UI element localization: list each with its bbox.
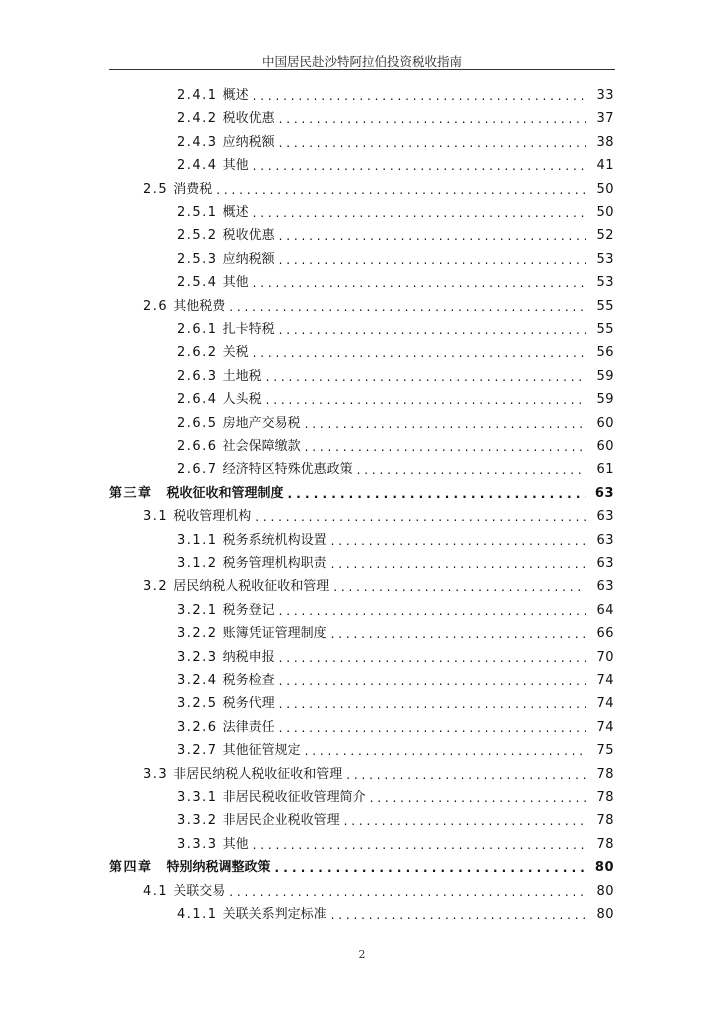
toc-entry-title: 应纳税额 xyxy=(222,134,275,150)
toc-leader-dots xyxy=(333,577,586,597)
toc-entry-title: 税收征收和管理制度 xyxy=(166,485,284,501)
toc-entry-number: 3.2.7 xyxy=(177,743,218,759)
toc-entry-number: 3.3 xyxy=(143,766,169,782)
toc-entry-page: 61 xyxy=(596,462,614,478)
toc-entry-title: 税务系统机构设置 xyxy=(222,532,327,548)
toc-entry-page: 59 xyxy=(596,368,614,384)
toc-entry-number: 2.4.2 xyxy=(177,111,218,127)
toc-leader-dots xyxy=(331,531,586,551)
toc-entry-number: 3.1 xyxy=(143,509,169,525)
toc-entry-page: 78 xyxy=(596,790,614,805)
toc-entry-page: 41 xyxy=(596,158,614,174)
header-divider xyxy=(109,69,615,70)
page-number: 2 xyxy=(358,948,366,961)
toc-leader-dots xyxy=(279,671,586,691)
toc-entry-page: 33 xyxy=(596,88,614,103)
toc-entry-page: 63 xyxy=(596,579,614,595)
toc-entry-number: 3.2.6 xyxy=(177,719,218,735)
toc-entry-number: 3.1.1 xyxy=(177,532,218,548)
toc-leader-dots xyxy=(279,226,586,246)
toc-entry[interactable] xyxy=(0,86,724,106)
toc-leader-dots xyxy=(266,390,586,410)
toc-entry[interactable] xyxy=(0,554,724,574)
toc-entry-title: 经济特区特殊优惠政策 xyxy=(222,462,353,478)
toc-entry-number: 2.6.7 xyxy=(177,462,218,478)
toc-entry-page: 74 xyxy=(596,719,614,735)
toc-leader-dots xyxy=(216,180,586,200)
toc-entry-title: 土地税 xyxy=(222,368,262,384)
toc-entry-number: 3.2.4 xyxy=(177,673,218,688)
toc-entry[interactable] xyxy=(0,484,724,504)
toc-entry-title: 关税 xyxy=(222,345,249,361)
toc-leader-dots xyxy=(344,811,586,831)
toc-entry[interactable] xyxy=(0,648,724,668)
toc-entry-page: 60 xyxy=(596,415,614,431)
toc-entry-number: 2.6.6 xyxy=(177,439,218,454)
toc-entry[interactable] xyxy=(0,507,724,527)
toc-entry[interactable] xyxy=(0,765,724,785)
toc-entry-title: 概述 xyxy=(222,205,249,220)
toc-entry-page: 70 xyxy=(596,649,614,665)
toc-entry-page: 53 xyxy=(596,275,614,291)
toc-entry-title: 概述 xyxy=(222,88,249,103)
toc-entry[interactable] xyxy=(0,297,724,317)
toc-entry-title: 税务管理机构职责 xyxy=(222,556,327,571)
toc-entry-number: 第三章 xyxy=(109,485,153,501)
toc-entry-title: 人头税 xyxy=(222,392,262,408)
toc-entry[interactable] xyxy=(0,718,724,738)
toc-leader-dots xyxy=(279,648,586,668)
toc-entry-title: 税收优惠 xyxy=(222,111,275,127)
toc-entry-title: 应纳税额 xyxy=(222,251,275,267)
toc-entry-page: 60 xyxy=(596,439,614,454)
toc-entry-page: 63 xyxy=(596,532,614,548)
toc-entry-number: 3.3.2 xyxy=(177,813,218,829)
toc-entry-page: 63 xyxy=(596,556,614,571)
toc-leader-dots xyxy=(305,437,586,457)
toc-entry-number: 3.1.2 xyxy=(177,556,218,571)
toc-entry-page: 53 xyxy=(596,251,614,267)
toc-leader-dots xyxy=(279,133,586,153)
toc-leader-dots xyxy=(288,484,586,504)
toc-entry[interactable] xyxy=(0,250,724,270)
toc-entry[interactable] xyxy=(0,624,724,644)
toc-entry-page: 55 xyxy=(596,298,614,314)
toc-leader-dots xyxy=(253,835,586,855)
toc-leader-dots xyxy=(331,554,586,574)
toc-entry-number: 2.4.3 xyxy=(177,134,218,150)
toc-entry[interactable] xyxy=(0,858,724,878)
toc-leader-dots xyxy=(253,86,586,106)
toc-entry-page: 59 xyxy=(596,392,614,408)
toc-entry[interactable] xyxy=(0,226,724,246)
toc-entry-page: 78 xyxy=(596,813,614,829)
toc-entry-page: 66 xyxy=(596,626,614,642)
toc-entry-title: 其他税费 xyxy=(173,298,226,314)
document-title: 中国居民赴沙特阿拉伯投资税收指南 xyxy=(261,54,462,69)
toc-leader-dots xyxy=(346,765,586,785)
toc-leader-dots xyxy=(279,694,586,714)
toc-entry[interactable] xyxy=(0,835,724,855)
toc-entry-number: 2.5 xyxy=(143,181,169,197)
toc-leader-dots xyxy=(331,624,586,644)
toc-leader-dots xyxy=(255,507,586,527)
toc-entry[interactable] xyxy=(0,414,724,434)
toc-leader-dots xyxy=(279,718,586,738)
toc-entry-number: 3.2.5 xyxy=(177,696,218,712)
toc-leader-dots xyxy=(253,273,586,293)
toc-entry-number: 2.5.1 xyxy=(177,205,218,220)
toc-entry[interactable] xyxy=(0,577,724,597)
toc-entry[interactable] xyxy=(0,671,724,691)
toc-entry[interactable] xyxy=(0,156,724,176)
toc-entry-page: 50 xyxy=(596,205,614,220)
toc-entry-number: 2.6.1 xyxy=(177,322,218,337)
toc-entry-page: 80 xyxy=(594,860,614,876)
toc-entry[interactable] xyxy=(0,882,724,902)
toc-entry[interactable] xyxy=(0,273,724,293)
toc-entry[interactable] xyxy=(0,320,724,340)
toc-entry[interactable] xyxy=(0,437,724,457)
toc-entry-number: 3.3.3 xyxy=(177,836,218,852)
toc-entry-title: 税务登记 xyxy=(222,602,275,618)
toc-leader-dots xyxy=(279,320,586,340)
toc-entry-title: 税收管理机构 xyxy=(173,509,252,525)
toc-entry[interactable] xyxy=(0,694,724,714)
toc-entry-page: 56 xyxy=(596,345,614,361)
toc-leader-dots xyxy=(266,367,586,387)
toc-leader-dots xyxy=(279,109,586,129)
toc-entry-number: 4.1.1 xyxy=(177,907,218,922)
toc-entry-title: 非居民纳税人税收征收和管理 xyxy=(173,766,343,782)
toc-entry[interactable] xyxy=(0,811,724,831)
toc-entry-title: 税务检查 xyxy=(222,673,275,688)
toc-entry-number: 2.6.4 xyxy=(177,392,218,408)
toc-entry-title: 其他征管规定 xyxy=(222,743,301,759)
toc-entry-number: 3.2.1 xyxy=(177,602,218,618)
toc-entry-page: 64 xyxy=(596,602,614,618)
toc-entry[interactable] xyxy=(0,180,724,200)
toc-entry-title: 税务代理 xyxy=(222,696,275,712)
toc-entry-number: 2.4.1 xyxy=(177,88,218,103)
toc-entry-title: 关联交易 xyxy=(173,883,226,899)
toc-entry[interactable] xyxy=(0,601,724,621)
toc-leader-dots xyxy=(279,250,586,270)
toc-entry-number: 3.2.2 xyxy=(177,626,218,642)
toc-entry[interactable] xyxy=(0,367,724,387)
toc-entry-page: 37 xyxy=(596,111,614,127)
toc-entry-title: 消费税 xyxy=(173,181,213,197)
toc-entry-title: 居民纳税人税收征收和管理 xyxy=(173,579,330,595)
toc-entry[interactable] xyxy=(0,390,724,410)
toc-entry-number: 2.4.4 xyxy=(177,158,218,174)
toc-entry-number: 2.5.3 xyxy=(177,251,218,267)
toc-entry-number: 2.5.4 xyxy=(177,275,218,291)
toc-entry-page: 52 xyxy=(596,228,614,244)
toc-entry[interactable] xyxy=(0,133,724,153)
toc-entry-page: 74 xyxy=(596,696,614,712)
toc-leader-dots xyxy=(229,297,586,317)
toc-entry[interactable] xyxy=(0,788,724,808)
toc-entry-title: 其他 xyxy=(222,836,249,852)
toc-entry-page: 80 xyxy=(596,883,614,899)
toc-leader-dots xyxy=(357,460,586,480)
toc-entry-page: 74 xyxy=(596,673,614,688)
toc-entry-page: 80 xyxy=(596,907,614,922)
toc-entry-page: 75 xyxy=(596,743,614,759)
toc-entry-number: 2.6.5 xyxy=(177,415,218,431)
toc-entry[interactable] xyxy=(0,741,724,761)
toc-entry-title: 扎卡特税 xyxy=(222,322,275,337)
toc-leader-dots xyxy=(331,905,586,925)
toc-leader-dots xyxy=(253,203,586,223)
toc-entry-page: 63 xyxy=(594,485,614,501)
toc-entry-number: 3.2.3 xyxy=(177,649,218,665)
toc-entry-page: 78 xyxy=(596,766,614,782)
toc-leader-dots xyxy=(229,882,586,902)
toc-entry[interactable] xyxy=(0,203,724,223)
toc-entry-title: 社会保障缴款 xyxy=(222,439,301,454)
toc-leader-dots xyxy=(370,788,586,808)
toc-entry[interactable] xyxy=(0,109,724,129)
toc-entry-title: 关联关系判定标准 xyxy=(222,907,327,922)
toc-leader-dots xyxy=(253,156,586,176)
toc-leader-dots xyxy=(275,858,586,878)
toc-leader-dots xyxy=(305,741,586,761)
toc-entry-page: 63 xyxy=(596,509,614,525)
toc-entry-title: 特别纳税调整政策 xyxy=(166,860,271,876)
toc-entry-page: 78 xyxy=(596,836,614,852)
toc-entry-number: 2.6.2 xyxy=(177,345,218,361)
toc-entry[interactable] xyxy=(0,531,724,551)
toc-entry-title: 非居民税收征收管理简介 xyxy=(222,790,366,805)
toc-leader-dots xyxy=(279,601,586,621)
toc-entry-number: 2.6.3 xyxy=(177,368,218,384)
toc-entry[interactable] xyxy=(0,460,724,480)
toc-entry-title: 法律责任 xyxy=(222,719,275,735)
toc-entry-number: 4.1 xyxy=(143,883,169,899)
toc-leader-dots xyxy=(253,343,586,363)
toc-entry-page: 55 xyxy=(596,322,614,337)
toc-entry-number: 第四章 xyxy=(109,860,153,876)
toc-entry-page: 50 xyxy=(596,181,614,197)
toc-leader-dots xyxy=(305,414,586,434)
toc-entry-title: 税收优惠 xyxy=(222,228,275,244)
toc-entry-title: 其他 xyxy=(222,158,249,174)
toc-entry-number: 3.3.1 xyxy=(177,790,218,805)
toc-entry-number: 2.6 xyxy=(143,298,169,314)
toc-entry-title: 纳税申报 xyxy=(222,649,275,665)
toc-entry[interactable] xyxy=(0,905,724,925)
toc-entry-title: 非居民企业税收管理 xyxy=(222,813,340,829)
toc-entry-number: 2.5.2 xyxy=(177,228,218,244)
toc-entry[interactable] xyxy=(0,343,724,363)
toc-entry-number: 3.2 xyxy=(143,579,169,595)
toc-entry-page: 38 xyxy=(596,134,614,150)
toc-entry-title: 房地产交易税 xyxy=(222,415,301,431)
toc-entry-title: 账簿凭证管理制度 xyxy=(222,626,327,642)
toc-entry-title: 其他 xyxy=(222,275,249,291)
